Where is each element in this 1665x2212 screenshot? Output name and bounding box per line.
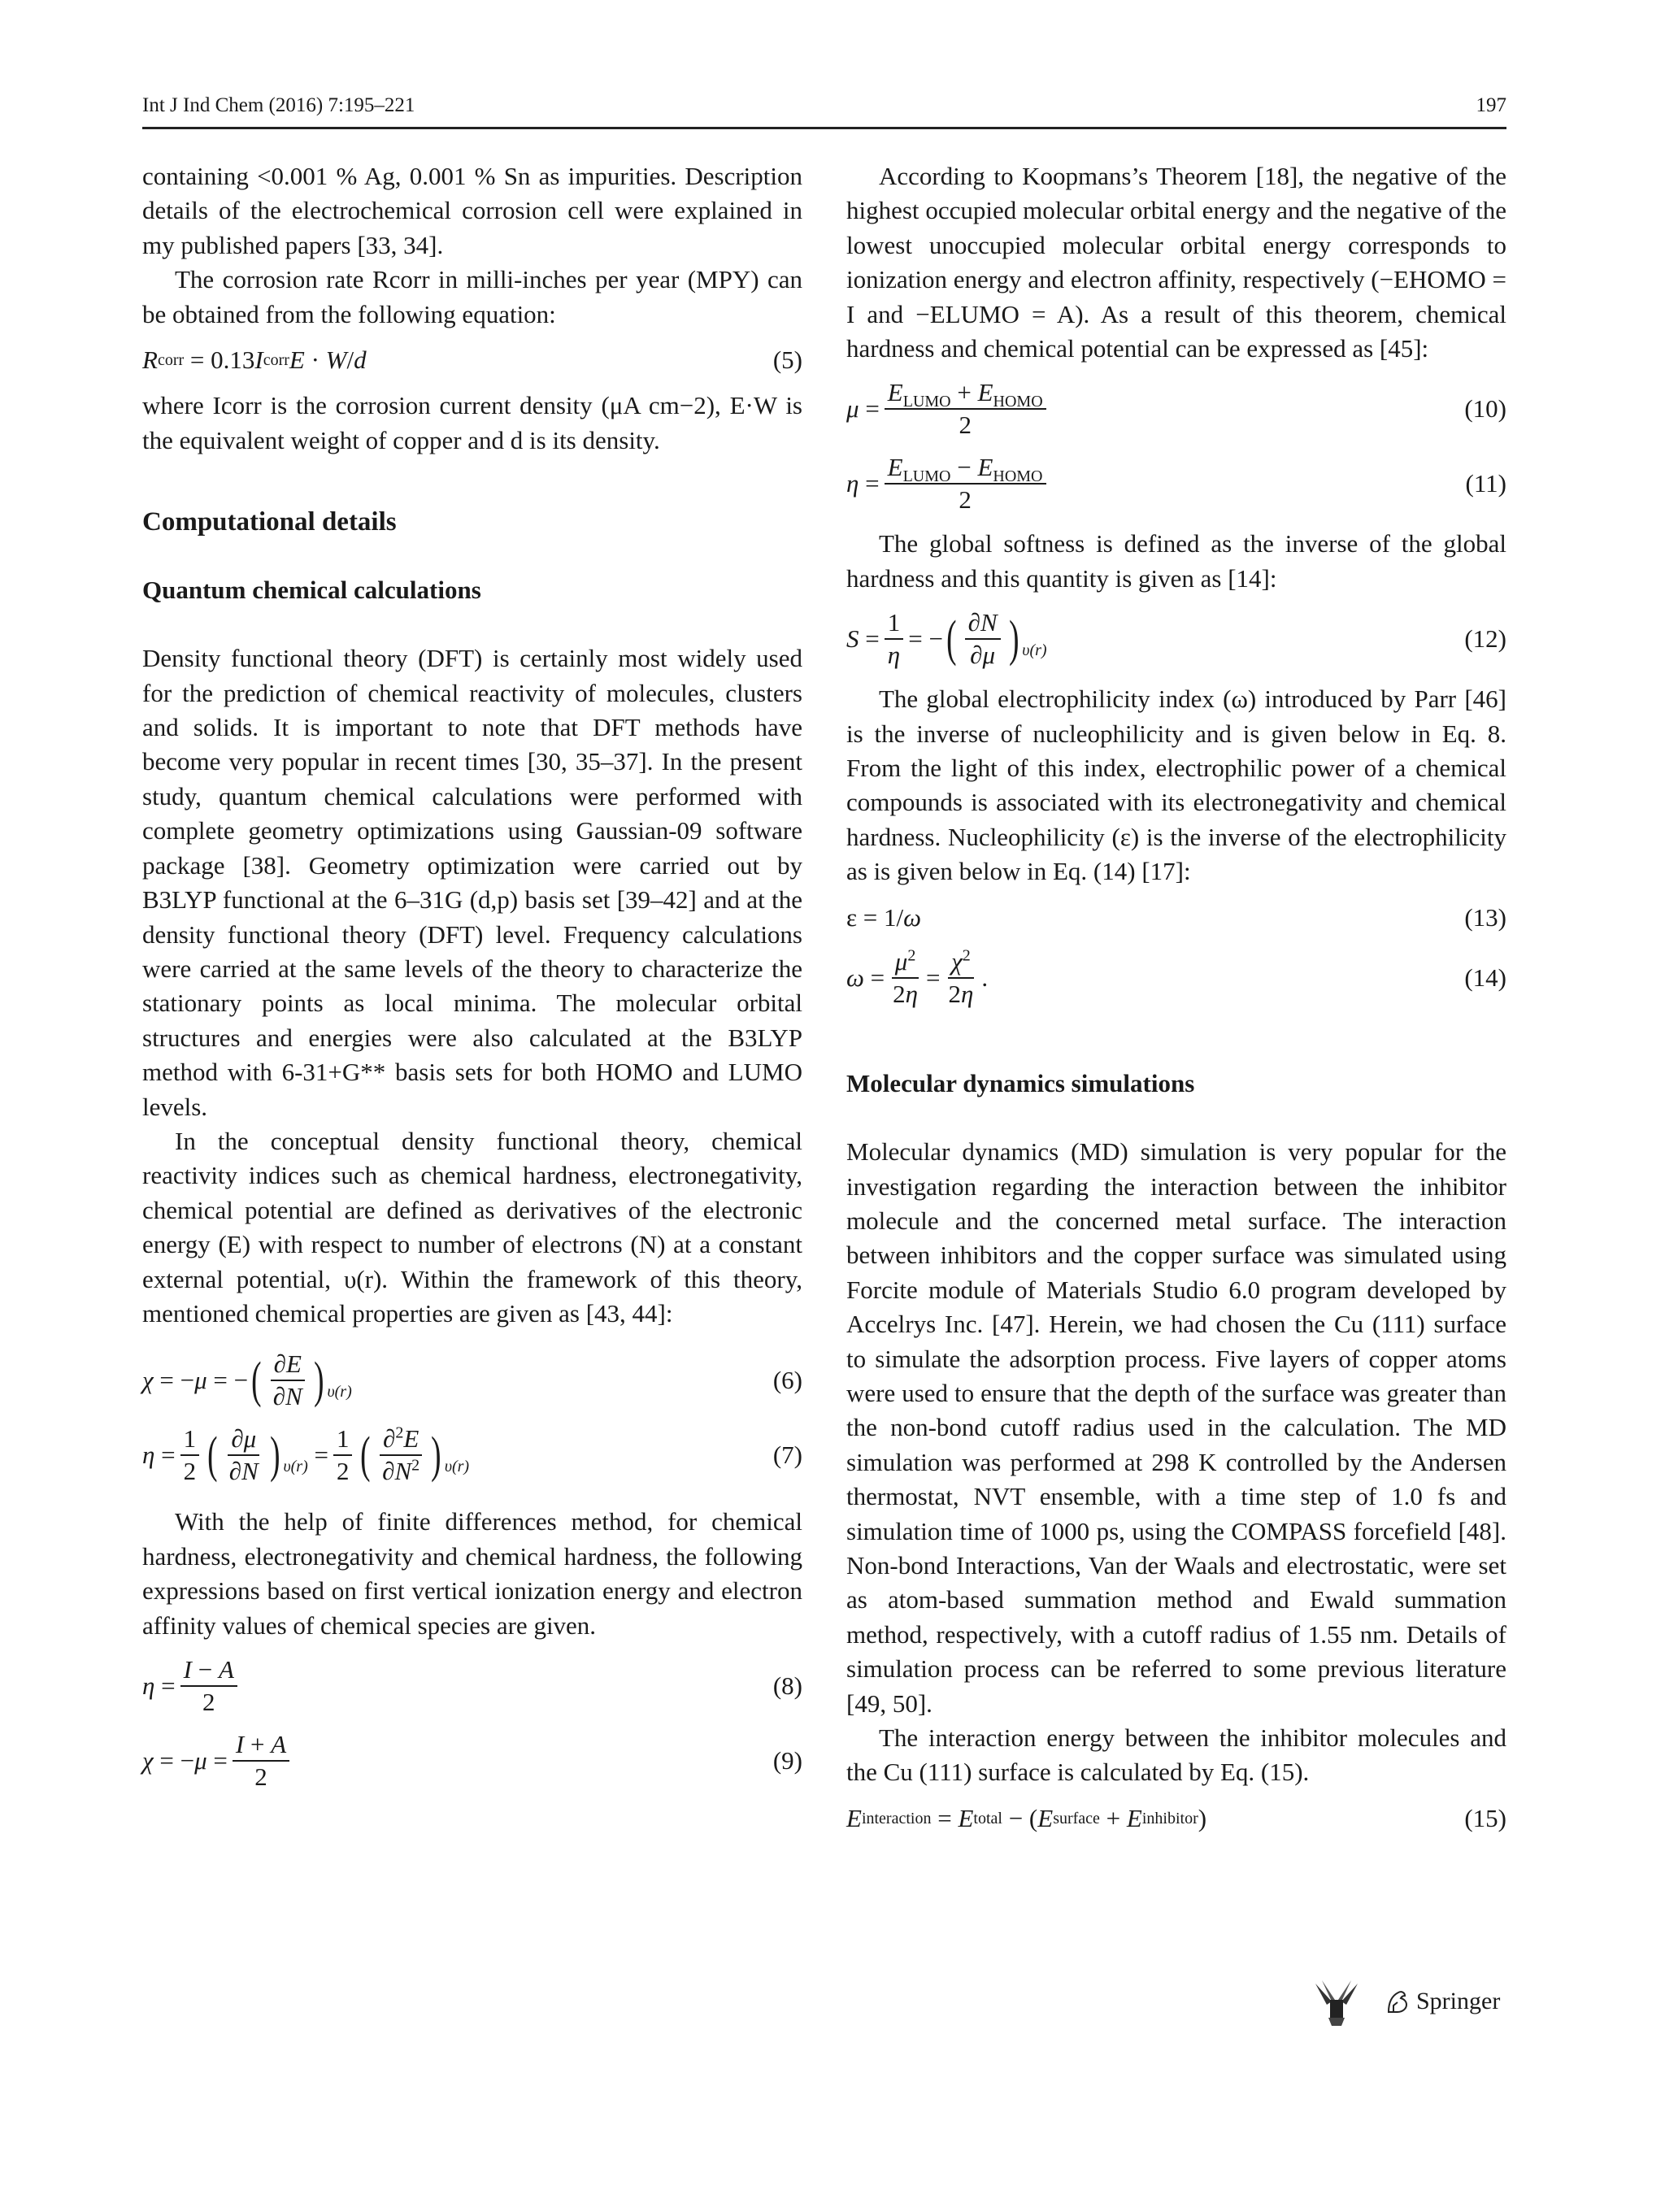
equation-10 xyxy=(846,377,1506,441)
paragraph: In the conceptual density functional theory, chemical reactivity indices such as chemical hardness, electronegativity, chemical potential are defined as derivatives of the electronic energy (E) with respect to number of electrons (N) at a constant external potential, υ(r). Within the framework of this theory, mentioned chemical properties are given as [43, 44]: xyxy=(142,1126,802,1328)
equation-number: (14) xyxy=(1464,963,1506,992)
equation-number: (8) xyxy=(772,1671,802,1700)
paragraph: The interaction energy between the inhibitor molecules and the Cu (111) surface is calculated by Eq. (15). xyxy=(846,1723,1506,1787)
equation-14 xyxy=(846,946,1506,1010)
publisher-logo xyxy=(1384,1988,1500,2015)
equation-number: (15) xyxy=(1464,1803,1506,1832)
equation-formula: η = $\frac{1}{2}$ ( $\frac{\partial\mu}{\partial N}$ ) υ(r) = $\frac{1}{2}$ ( $\frac{\partial^2E}{\partial N^2}$ ) υ(r) xyxy=(142,1424,470,1486)
equation-formula: S = $\frac{1}{\eta}$ = − ( $\frac{\partial N}{\partial\mu}$ ) υ(r) xyxy=(846,608,1047,670)
equation-formula: χ = − μ = − ( $\frac{\partial E}{\partial N}$ ) υ(r) xyxy=(142,1349,352,1411)
paragraph: Density functional theory (DFT) is certainly most widely used for the prediction of chemical reactivity of molecules, clusters and solids. It is important to note that DFT methods have become very popular in recent times [30, 35–37]. In the present study, quantum chemical calculations were performed with complete geometry optimizations using Gaussian-09 software package [38]. Geometry optimization were carried out by B3LYP functional at the 6–31G (d,p) basis set [39–42] and at the density functional theory (DFT) level. Frequency calculations were carried at the same levels of the theory to characterize the stationary points as local minima. The molecular orbital structures and energies were also calculated at the B3LYP method with 6-31+G** basis sets for both HOMO and LUMO levels. xyxy=(142,644,802,1121)
equation-formula: ε = 1/ ω xyxy=(846,902,922,932)
equation-number: (13) xyxy=(1464,902,1506,932)
equation-11 xyxy=(846,452,1506,515)
journal-emblem-icon xyxy=(1311,1977,1363,2029)
paragraph: With the help of finite differences method, for chemical hardness, electronegativity and chemical hardness, the following expressions based on first vertical ionization energy and electron affinity values of chemical species are given. xyxy=(142,1507,802,1640)
equation-number: (7) xyxy=(772,1441,802,1470)
right-column xyxy=(846,159,1506,1847)
equation-number: (5) xyxy=(772,345,802,375)
paragraph: containing <0.001 % Ag, 0.001 % Sn as impurities. Description details of the electrochemical corrosion cell were explained in my published papers [33, 34]. xyxy=(142,162,802,259)
left-column xyxy=(142,159,802,1804)
equation-formula: μ = $\frac{E_{LUMO} + E_{HOMO}}{2}$ xyxy=(846,377,1051,441)
paragraph: The corrosion rate Rcorr in milli-inches per year (MPY) can be obtained from the following equation: xyxy=(142,265,802,328)
subsection-heading: Molecular dynamics simulations xyxy=(846,1069,1195,1098)
paragraph: The global electrophilicity index (ω) introduced by Parr [46] is the inverse of nucleophilicity and is given below in Eq. 8. From the light of this index, electrophilic power of a chemical compounds is associated with its electronegativity and chemical hardness. Nucleophilicity (ε) is the inverse of the electrophilicity as is given below in Eq. (14) [17]: xyxy=(846,684,1506,886)
equation-12 xyxy=(846,607,1506,671)
equation-number: (6) xyxy=(772,1366,802,1395)
running-header xyxy=(142,91,1506,129)
paragraph: The global softness is defined as the inverse of the global hardness and this quantity is given as [14]: xyxy=(846,529,1506,593)
springer-horse-icon xyxy=(1384,1988,1411,2015)
equation-8 xyxy=(142,1654,802,1718)
equation-9 xyxy=(142,1729,802,1793)
section-heading: Computational details xyxy=(142,507,397,537)
subsection-heading: Quantum chemical calculations xyxy=(142,576,481,605)
equation-6 xyxy=(142,1349,802,1412)
journal-citation: Int J Ind Chem (2016) 7:195–221 xyxy=(142,94,415,116)
equation-15 xyxy=(846,1801,1506,1836)
paragraph: Molecular dynamics (MD) simulation is very popular for the investigation regarding the interaction between the inhibitor molecule and the concerned metal surface. The interaction between inhibitors and the copper surface was simulated using Forcite module of Materials Studio 6.0 program developed by Accelrys Inc. [47]. Herein, we had chosen the Cu (111) surface to simulate the adsorption process. Five layers of copper atoms were used to ensure that the depth of the surface was greater than the non-bond cutoff radius used in the calculation. The MD simulation was performed at 298 K controlled by the Andersen thermostat, NVT ensemble, with a time step of 1.0 fs and simulation time of 1000 ps, using the COMPASS forcefield [48]. Non-bond Interactions, Van der Waals and electrostatic, were set as atom-based summation method and Ewald summation method, respectively, with a cutoff radius of 1.55 nm. Details of simulation process can be referred to some previous literature [49, 50]. xyxy=(846,1137,1506,1718)
equation-5 xyxy=(142,343,802,377)
equation-7 xyxy=(142,1423,802,1487)
equation-number: (11) xyxy=(1465,469,1506,498)
paragraph: where Icorr is the corrosion current density (μA cm−2), E·W is the equivalent weight of copper and d is its density. xyxy=(142,391,802,454)
equation-13 xyxy=(846,901,1506,935)
equation-number: (10) xyxy=(1464,394,1506,424)
publisher-name: Springer xyxy=(1416,1988,1501,2014)
equation-formula: ω = $\frac{\mu^2}{2\eta}$ = $\frac{\chi^2}{2\eta}$ . xyxy=(846,946,989,1009)
page-number: 197 xyxy=(1476,94,1506,116)
equation-number: (9) xyxy=(772,1745,802,1775)
paragraph: According to Koopmans’s Theorem [18], the negative of the highest occupied molecular orbital energy and the negative of the lowest unoccupied molecular orbital energy corresponds to ionization energy and electron affinity, respectively (−EHOMO = I and −ELUMO = A). As a result of this theorem, chemical hardness and chemical potential can be expressed as [45]: xyxy=(846,162,1506,363)
equation-formula: η = $\frac{I - A}{2}$ xyxy=(142,1654,242,1718)
equation-number: (12) xyxy=(1464,624,1506,654)
equation-formula: E interaction = E total − ( E surface + E inhibitor ) xyxy=(846,1803,1207,1832)
equation-formula: η = $\frac{E_{LUMO} - E_{HOMO}}{2}$ xyxy=(846,452,1051,515)
equation-formula: χ = − μ = $\frac{I + A}{2}$ xyxy=(142,1729,294,1793)
equation-formula: R corr = 0.13 I corr E · W / d xyxy=(142,345,367,375)
